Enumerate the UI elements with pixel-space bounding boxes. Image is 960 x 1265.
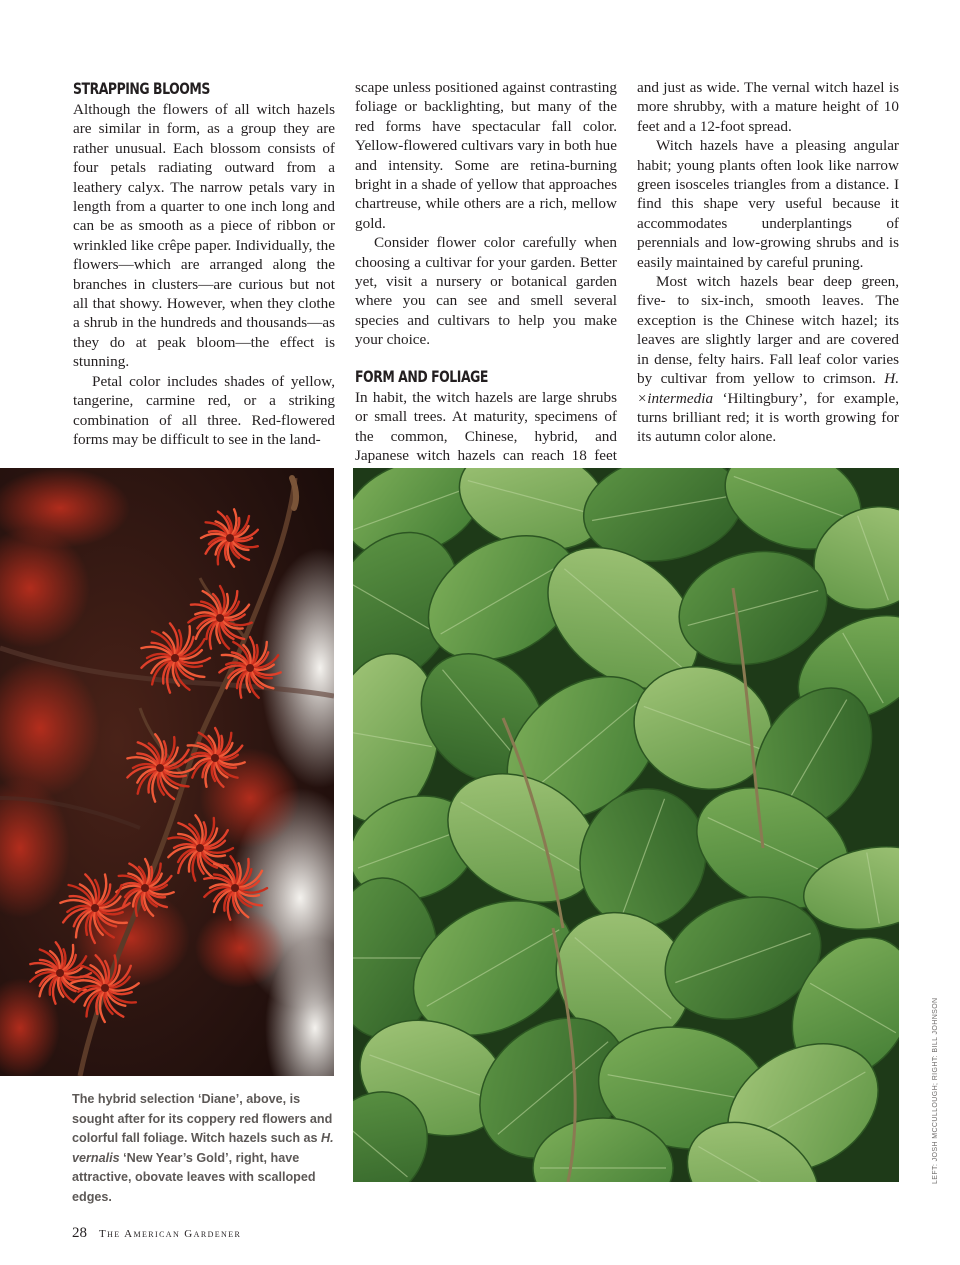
text-column-1 [73, 78, 335, 449]
flower-calyx [226, 534, 234, 542]
flower-calyx [56, 969, 64, 977]
paragraph: Petal color includes shades of yellow, tangerine, carmine red, or a striking combination of all three. Red-flowered forms may be difficult to see in the land- [73, 372, 335, 448]
flower-calyx [196, 844, 204, 852]
caption-text: ‘New Year’s Gold’, right, have attractive, obovate leaves with scalloped edges. [72, 1150, 316, 1204]
paragraph: Witch hazels have a pleasing angular habit; young plants often look like narrow green isosceles triangles from a distance. I find this shape very useful because it accommodates underplantings of perennials and low-growing shrubs and is easily maintained by careful pruning. [637, 137, 899, 271]
flower-calyx [91, 904, 99, 912]
flower-calyx [141, 884, 149, 892]
magazine-name: The American Gardener [99, 1228, 242, 1240]
flower-calyx [171, 654, 179, 662]
text-column-3 [637, 78, 899, 447]
section-heading-strapping-blooms: STRAPPING BLOOMS [73, 79, 210, 98]
page-number: 28 [72, 1225, 87, 1241]
leaf-cluster [353, 468, 899, 1182]
flower-calyx [246, 664, 254, 672]
flower-calyx [216, 614, 224, 622]
flower-calyx [231, 884, 239, 892]
paragraph-continued: scape unless positioned against contrasting foliage or backlighting, but many of the red forms have spectacular fall color. Yellow-flowered cultivars vary in both hue and intensity. Some are retina-burning bright in a shade of yellow that approaches chartreuse, while others are a rich, mellow gold. [355, 79, 617, 232]
paragraph-continued: and just as wide. The vernal witch hazel is more shrubby, with a mature height of 10 feet and a 12-foot spread. [637, 79, 899, 135]
flower-photo-illustration [0, 468, 334, 1076]
flower-calyx [211, 754, 219, 762]
paragraph [637, 272, 899, 447]
section-heading-form-and-foliage: FORM AND FOLIAGE [355, 366, 488, 386]
flower-calyx [101, 984, 109, 992]
paragraph: Although the flowers of all witch hazels are similar in form, as a group they are rather unusual. Each blossom consists of four petals radiating outward from a leathery calyx. The narrow petals vary in length from a quarter to one inch long and can be as smooth as a piece of ribbon or wrinkled like crêpe paper. Individually, the flowers—which are arranged along the branches in clusters—are curious but not all that showy. However, when they clothe a shrub in the hundreds and thousands—as they do at peak bloom—the effect is stunning. [73, 101, 335, 371]
caption-text: The hybrid selection ‘Diane’, above, is sought after for its coppery red flowers and colorful fall foliage. Witch hazels such as [72, 1092, 333, 1145]
caption-botanical-name: H. vernalis [72, 1131, 334, 1165]
botanical-name: H. ×intermedia [637, 370, 899, 407]
page-footer [72, 1224, 241, 1242]
leaves-photo-illustration [353, 468, 899, 1182]
photo-caption [72, 1090, 335, 1207]
paragraph: Consider flower color carefully when choosing a cultivar for your garden. Better yet, visit a nursery or botanical garden where you can see and smell several species and cultivars to help you make your choice. [355, 234, 617, 349]
paragraph: In habit, the witch hazels are large shrubs or small trees. At maturity, specimens of the common, Chinese, hybrid, and Japanese witch hazels can reach 18 feet [355, 388, 617, 464]
photo-credit: LEFT: JOSH MCCULLOUGH; RIGHT: BILL JOHNSON [932, 997, 939, 1184]
flower-calyx [156, 764, 164, 772]
photo-witch-hazel-leaves [353, 468, 899, 1182]
paragraph-text: ‘Hiltingbury’, for example, turns brilliant red; it is worth growing for its autumn color alone. [637, 389, 900, 446]
photo-witch-hazel-diane-flowers [0, 468, 334, 1076]
paragraph-text: Most witch hazels bear deep green, five- to six-inch, smooth leaves. The exception is the Chinese witch hazel; its leaves are slightly larger and are covered in dense, felty hairs. Fall leaf color varies by cultivar from yellow to crimson. [637, 273, 899, 388]
text-column-2 [355, 78, 617, 485]
